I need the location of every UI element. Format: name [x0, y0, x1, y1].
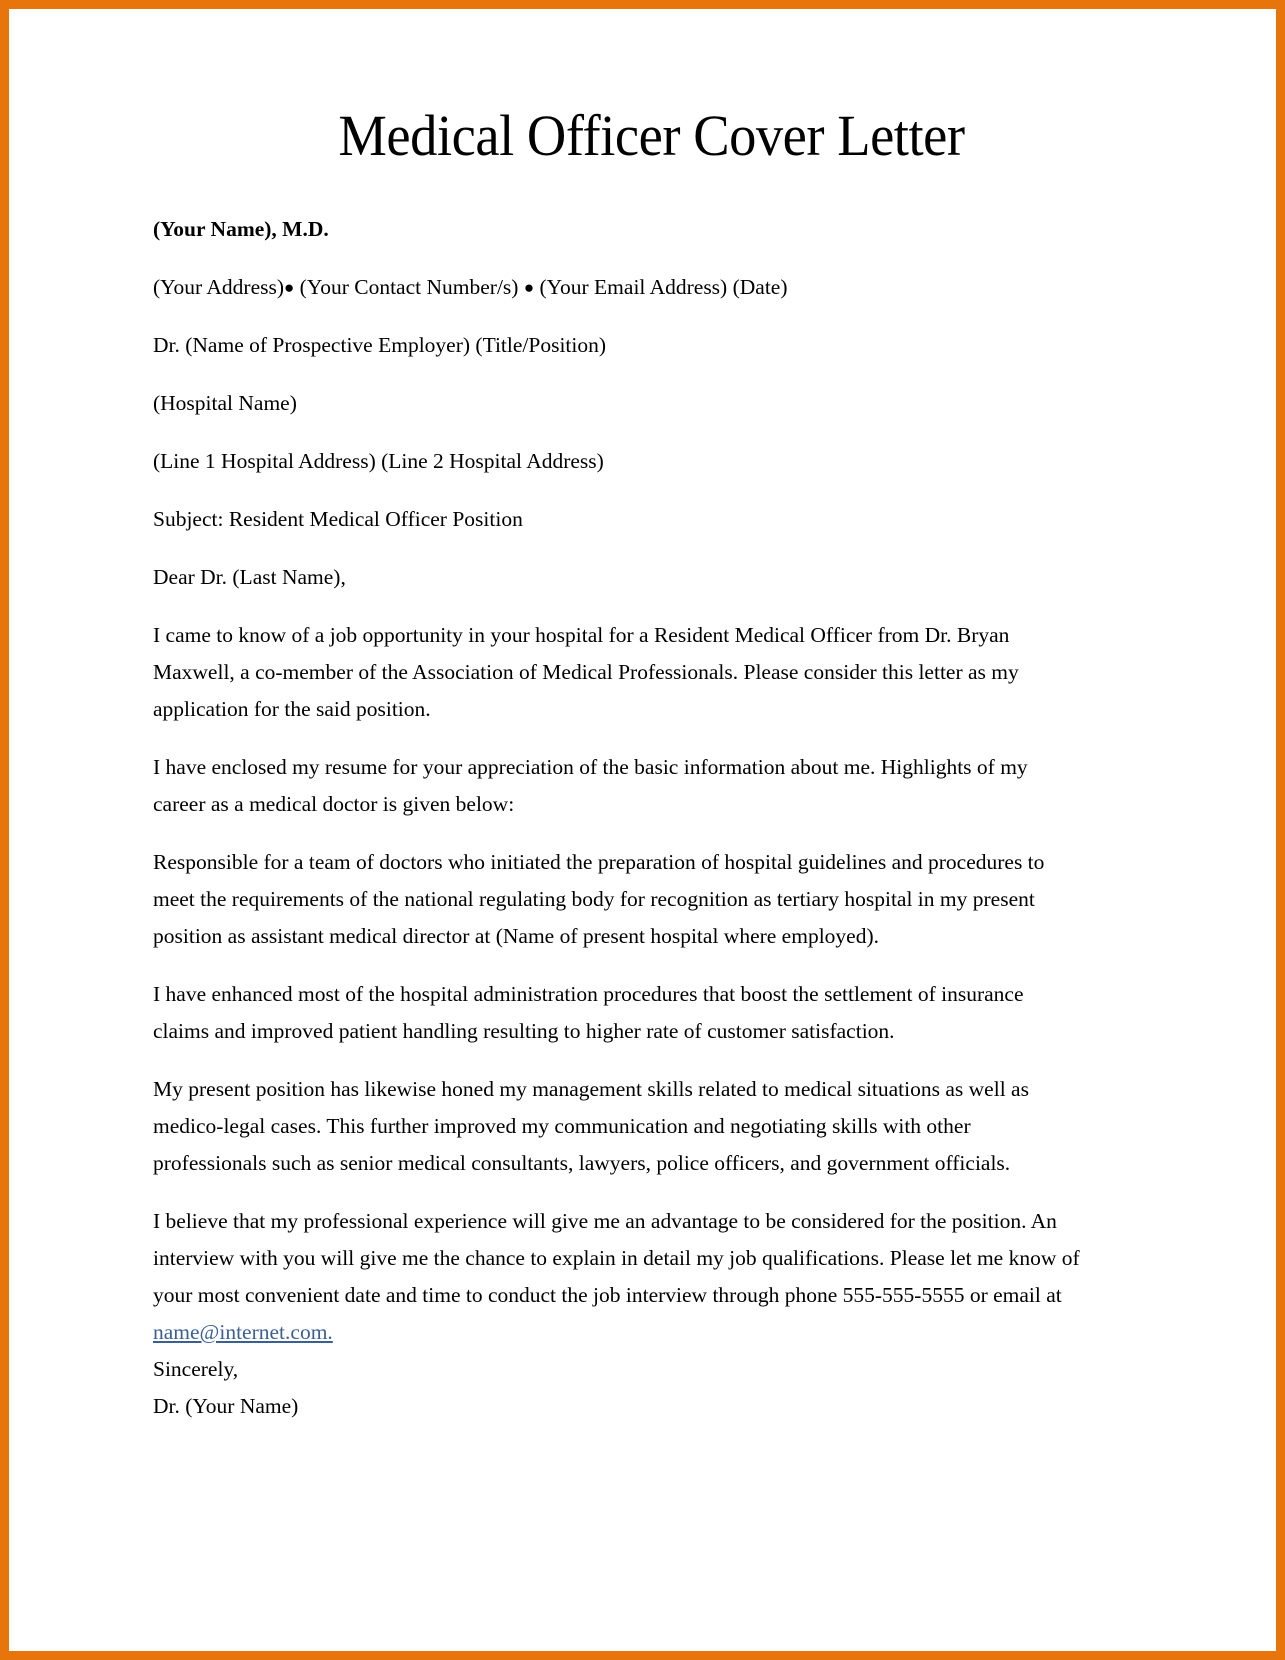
white-inset-border — [9, 9, 1276, 1651]
body-paragraph-3: Responsible for a team of doctors who initiated the preparation of hospital guidelines and procedures to meet the requirements of the national regulating body for recognition as tertiary hospital in my present position as assistant medical director at (Name of present hospital where employed). — [153, 850, 1045, 948]
complimentary-close: Sincerely, — [153, 1357, 239, 1381]
closing-paragraph — [153, 1203, 1083, 1351]
page-title: Medical Officer Cover Letter — [338, 102, 965, 168]
sender-email-date: (Your Email Address) (Date) — [534, 275, 788, 299]
recipient-address: (Line 1 Hospital Address) (Line 2 Hospital Address) — [153, 449, 604, 473]
closing-text: I believe that my professional experience will give me an advantage to be considered for the position. An interview with you will give me the chance to explain in detail my job qualifications. Please let me know of your most convenient date and time to conduct the job interview through phone 555-555-5555 or email at — [153, 1209, 1080, 1307]
bullet-separator-icon: ● — [284, 278, 295, 297]
body-paragraph-4: I have enhanced most of the hospital administration procedures that boost the settlement of insurance claims and improved patient handling resulting to higher rate of customer satisfaction. — [153, 982, 1024, 1043]
subject-line: Subject: Resident Medical Officer Position — [153, 507, 523, 531]
email-link[interactable]: name@internet.com. — [153, 1320, 333, 1344]
body-paragraph-1: I came to know of a job opportunity in your hospital for a Resident Medical Officer from Dr. Bryan Maxwell, a co-member of the Association of Medical Professionals. Please consider this letter as my application for the said position. — [153, 623, 1019, 721]
signature-name: Dr. (Your Name) — [153, 1394, 299, 1418]
salutation: Dear Dr. (Last Name), — [153, 565, 346, 589]
sender-name: (Your Name), M.D. — [153, 217, 329, 241]
sender-phone: (Your Contact Number/s) — [294, 275, 524, 299]
body-paragraph-2: I have enclosed my resume for your appreciation of the basic information about me. Highlights of my career as a medical doctor is given below: — [153, 755, 1028, 816]
letter-body — [153, 211, 1083, 1446]
document-page — [27, 27, 1276, 1651]
recipient-organization: (Hospital Name) — [153, 391, 297, 415]
sender-address: (Your Address) — [153, 275, 285, 299]
bullet-separator-icon-2: ● — [523, 278, 535, 297]
sender-contact-line — [153, 269, 1083, 306]
recipient-name: Dr. (Name of Prospective Employer) (Title/Position) — [153, 333, 607, 357]
body-paragraph-5: My present position has likewise honed my management skills related to medical situations as well as medico-legal cases. This further improved my communication and negotiating skills with other professionals such as senior medical consultants, lawyers, police officers, and government officials. — [153, 1077, 1029, 1175]
